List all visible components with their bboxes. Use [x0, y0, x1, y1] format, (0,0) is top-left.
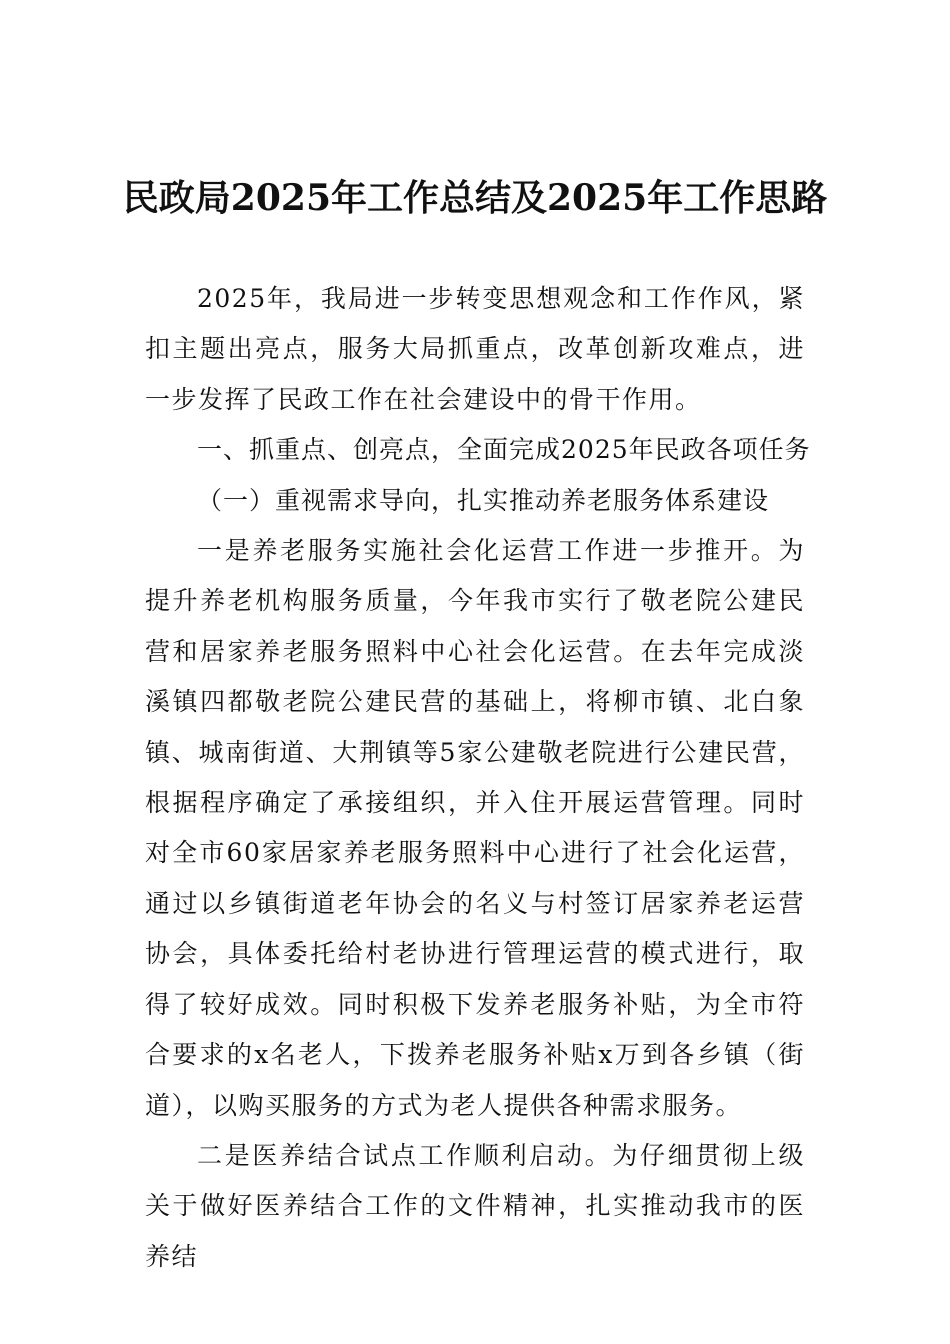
section-heading-1: 一、抓重点、创亮点，全面完成2025年民政各项任务: [197, 435, 811, 465]
document-body: [145, 274, 811, 1282]
body-paragraph-1: 一是养老服务实施社会化运营工作进一步推开。为提升养老机构服务质量，今年我市实行了敬老院公建民营和居家养老服务照料中心社会化运营。在去年完成淡溪镇四都敬老院公建民营的基础上，将柳市镇、北白象镇、城南街道、大荆镇等5家公建敬老院进行公建民营，根据程序确定了承接组织，并入住开展运营管理。同时对全市60家居家养老服务照料中心进行了社会化运营，通过以乡镇街道老年协会的名义与村签订居家养老运营协会，具体委托给村老协进行管理运营的模式进行，取得了较好成效。同时积极下发养老服务补贴，为全市符合要求的x名老人，下拨养老服务补贴x万到各乡镇（街道），以购买服务的方式为老人提供各种需求服务。: [145, 536, 805, 1120]
subsection-heading-1: （一）重视需求导向，扎实推动养老服务体系建设: [197, 485, 770, 515]
intro-paragraph: 2025年，我局进一步转变思想观念和工作作风，紧扣主题出亮点，服务大局抓重点，改革创新攻难点，进一步发挥了民政工作在社会建设中的骨干作用。: [145, 284, 805, 414]
body-paragraph-2: 二是医养结合试点工作顺利启动。为仔细贯彻上级关于做好医养结合工作的文件精神，扎实推动我市的医养结: [145, 1140, 805, 1271]
document-title: 民政局2025年工作总结及2025年工作思路: [122, 177, 828, 219]
